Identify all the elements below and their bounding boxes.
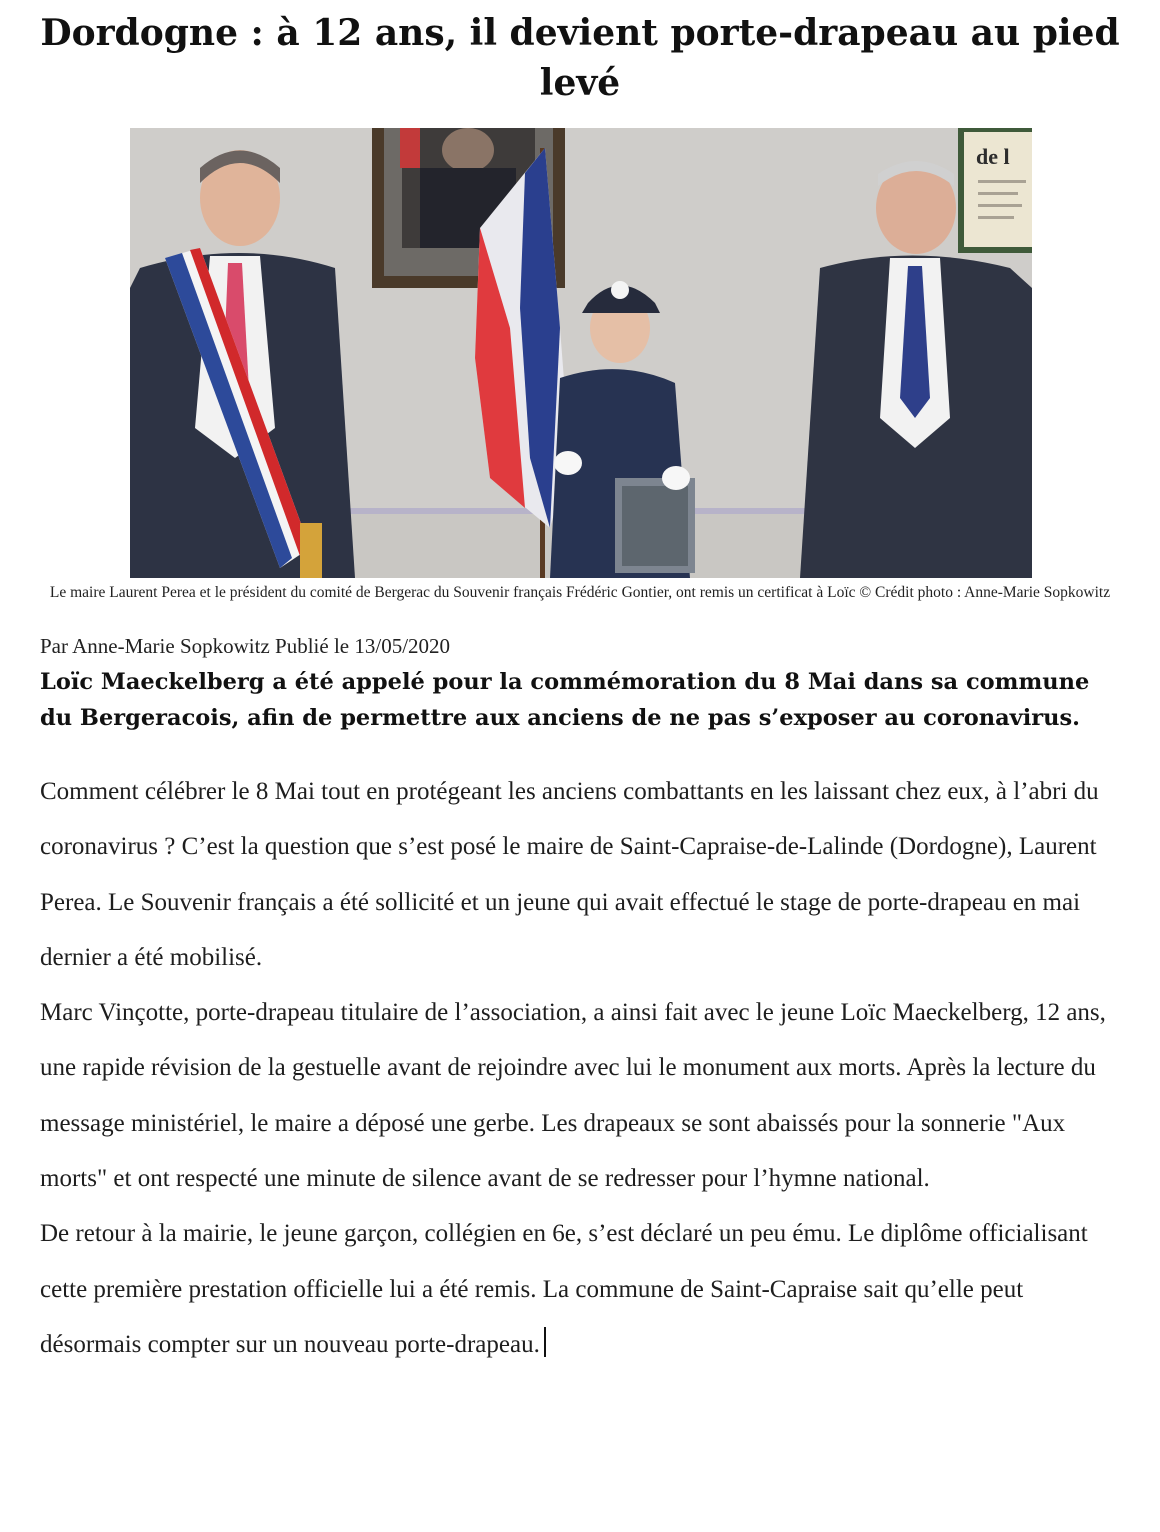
wall-sign xyxy=(958,128,1032,253)
text-cursor xyxy=(544,1327,546,1357)
photo-caption: Le maire Laurent Perea et le président du comité de Bergerac du Souvenir français Frédéric Gontier, ont remis un certificat à Loïc © Crédit photo : Anne-Marie Sopkowitz xyxy=(49,584,1111,601)
paragraph-2: Marc Vinçotte, porte-drapeau titulaire de l’association, a ainsi fait avec le jeune Loïc Maeckelberg, 12 ans, une rapide révision de la gestuelle avant de rejoindre avec lui le monument aux morts. Après la lecture du message ministériel, le maire a déposé une gerbe. Les drapeaux se sont abaissés pour la sonnerie "Aux morts" et ont respecté une minute de silence avant de se redresser pour l’hymne national. xyxy=(40,999,1106,1193)
paragraph-3-text: De retour à la mairie, le jeune garçon, collégien en 6e, s’est déclaré un peu ému. Le diplôme officialisant cette première prestation officielle lui a été remis. La commune de Saint-Capraise sait qu’elle peut désormais compter sur un nouveau porte-drapeau. xyxy=(40,1220,1088,1358)
article-title: Dordogne : à 12 ans, il devient porte-drapeau au pied levé xyxy=(40,12,1120,104)
paragraph-3[interactable] xyxy=(40,1206,1122,1372)
paragraph-1: Comment célébrer le 8 Mai tout en protégeant les anciens combattants en les laissant chez eux, à l’abri du coronavirus ? C’est la question que s’est posé le maire de Saint-Capraise-de-Lalinde (Dordogne), Laurent Perea. Le Souvenir français a été sollicité et un jeune qui avait effectué le stage de porte-drapeau en mai dernier a été mobilisé. xyxy=(40,778,1099,971)
article-lead: Loïc Maeckelberg a été appelé pour la commémoration du 8 Mai dans sa commune du Bergeracois, afin de permettre aux anciens de ne pas s’exposer au coronavirus. xyxy=(40,669,1090,731)
article-body xyxy=(40,764,1122,1372)
wall-sign-text: de l xyxy=(976,144,1010,169)
byline: Par Anne-Marie Sopkowitz Publié le 13/05/2020 xyxy=(40,634,451,658)
article-photo xyxy=(130,128,1032,578)
